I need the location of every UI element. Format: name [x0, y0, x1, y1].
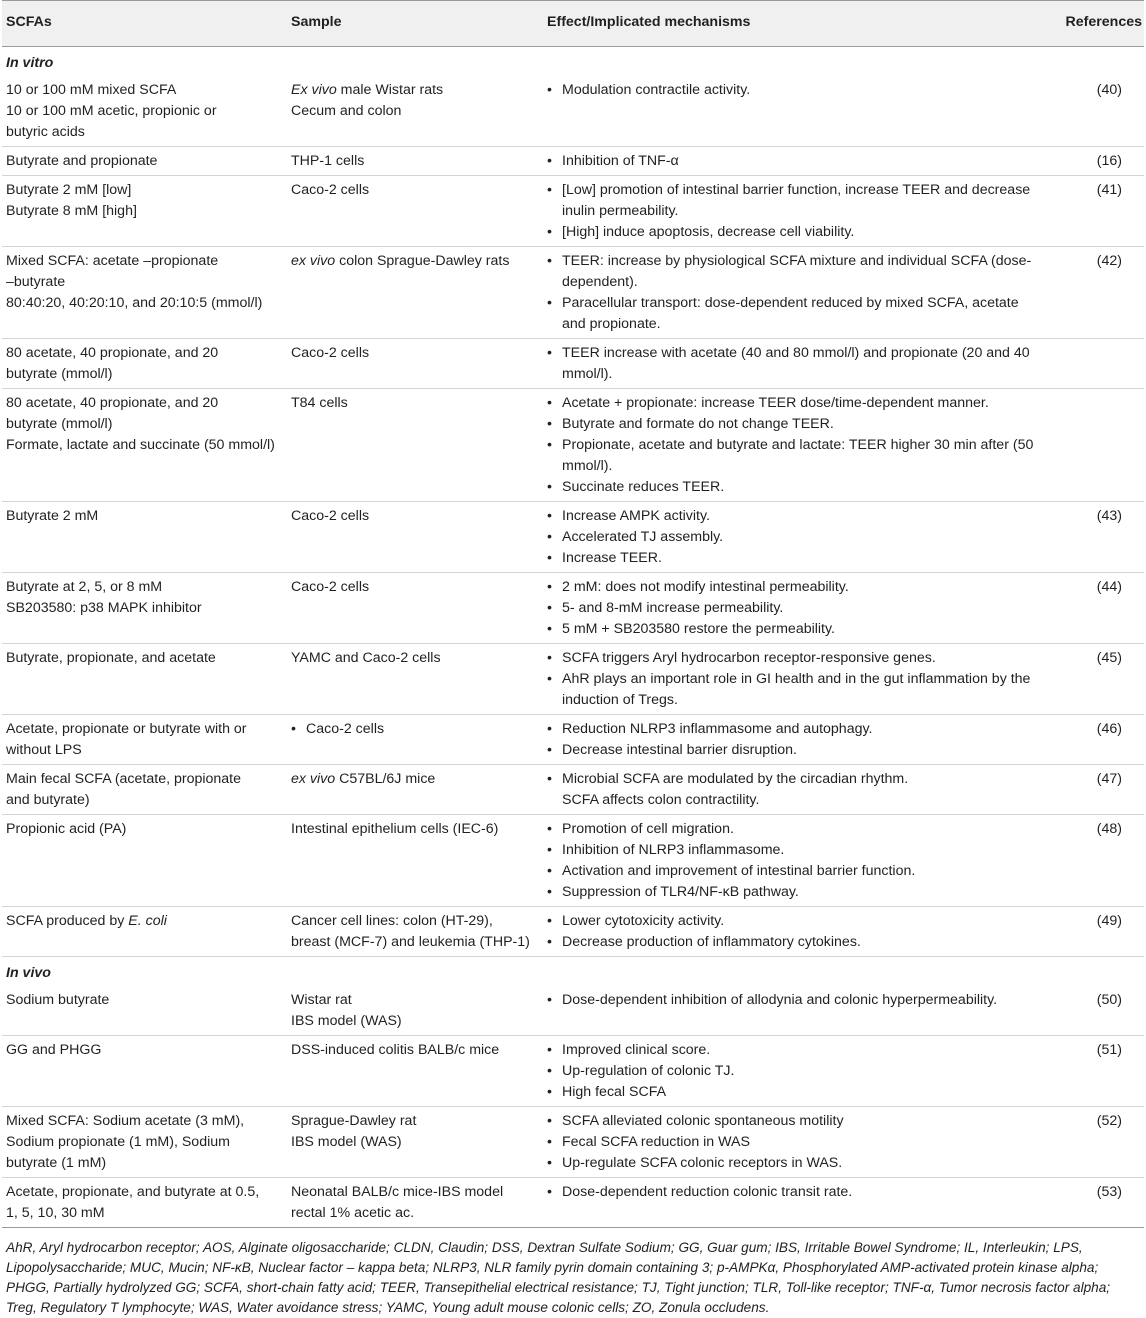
scfa-cell	[2, 1178, 287, 1228]
effect-bullet: • 5- and 8-mM increase permeability.	[547, 598, 1034, 619]
effect-bullet: • Improved clinical score.	[547, 1040, 1034, 1061]
table-header-row	[2, 1, 1144, 47]
effects-cell	[543, 765, 1038, 815]
scfa-line: Butyrate 2 mM	[6, 508, 99, 524]
sample-line: Neonatal BALB/c mice-IBS model	[291, 1184, 504, 1200]
scfa-line: Sodium propionate (1 mM), Sodium	[6, 1134, 230, 1150]
sample-cell	[287, 986, 543, 1036]
effects-cell	[543, 815, 1038, 907]
sample-text: C57BL/6J mice	[335, 771, 436, 787]
sample-cell	[287, 815, 543, 907]
effect-bullet: • Dose-dependent inhibition of allodynia and colonic hyperpermeability.	[547, 990, 1034, 1011]
scfa-line: butyric acids	[6, 124, 85, 140]
scfa-line: Butyrate, propionate, and acetate	[6, 650, 216, 666]
sample-cell	[287, 76, 543, 147]
effects-cell	[543, 147, 1038, 176]
sample-cell	[287, 502, 543, 573]
scfa-line: 10 or 100 mM mixed SCFA	[6, 82, 177, 98]
scfa-cell	[2, 389, 287, 502]
scfa-organism: E. coli	[128, 913, 167, 929]
scfa-cell	[2, 1036, 287, 1107]
reference-cell: (44)	[1038, 573, 1144, 644]
scfa-cell	[2, 986, 287, 1036]
table-row	[2, 339, 1144, 389]
scfa-line: Mixed SCFA: acetate –propionate	[6, 253, 219, 269]
effect-bullet: • Propionate, acetate and butyrate and lactate: TEER higher 30 min after (50 mmol/l).	[547, 435, 1034, 477]
sample-italic: ex vivo	[291, 771, 336, 787]
effect-bullet: • Promotion of cell migration.	[547, 819, 1034, 840]
sample-italic: ex vivo	[291, 253, 336, 269]
scfa-line: 1, 5, 10, 30 mM	[6, 1205, 105, 1221]
sample-bullet: • Caco-2 cells	[291, 719, 539, 740]
effects-cell	[543, 339, 1038, 389]
table-row	[2, 502, 1144, 573]
scfa-line: Butyrate at 2, 5, or 8 mM	[6, 579, 163, 595]
table-row	[2, 176, 1144, 247]
scfa-line: and butyrate)	[6, 792, 90, 808]
effects-cell	[543, 986, 1038, 1036]
scfa-line: Acetate, propionate, and butyrate at 0.5,	[6, 1184, 260, 1200]
effect-bullet: • Inhibition of TNF-α	[547, 151, 1034, 172]
sample-cell	[287, 147, 543, 176]
sample-italic: Ex vivo	[291, 82, 337, 98]
effect-bullet: • Microbial SCFA are modulated by the circadian rhythm.	[547, 769, 1034, 790]
scfa-line: Main fecal SCFA (acetate, propionate	[6, 771, 242, 787]
scfa-line: Mixed SCFA: Sodium acetate (3 mM),	[6, 1113, 245, 1129]
table-row	[2, 573, 1144, 644]
scfa-line: Sodium butyrate	[6, 992, 110, 1008]
scfa-cell	[2, 1107, 287, 1178]
header-references: References	[1038, 1, 1144, 47]
effect-bullet: • Fecal SCFA reduction in WAS	[547, 1132, 1034, 1153]
effect-bullet: • [Low] promotion of intestinal barrier function, increase TEER and decrease inulin permeability.	[547, 180, 1034, 222]
reference-cell: (45)	[1038, 644, 1144, 715]
sample-cell	[287, 247, 543, 339]
effects-cell	[543, 76, 1038, 147]
scfa-line: butyrate (mmol/l)	[6, 416, 113, 432]
sample-line: Cecum and colon	[291, 103, 402, 119]
sample-cell	[287, 389, 543, 502]
sample-cell	[287, 1107, 543, 1178]
effect-bullet: • Reduction NLRP3 inflammasome and autophagy.	[547, 719, 1034, 740]
effect-continuation: SCFA affects colon contractility.	[562, 792, 760, 808]
reference-cell	[1038, 339, 1144, 389]
scfa-line: GG and PHGG	[6, 1042, 102, 1058]
scfa-cell	[2, 502, 287, 573]
reference-cell: (52)	[1038, 1107, 1144, 1178]
sample-line: IBS model (WAS)	[291, 1134, 402, 1150]
table-row	[2, 907, 1144, 957]
reference-cell: (50)	[1038, 986, 1144, 1036]
effect-bullet: • High fecal SCFA	[547, 1082, 1034, 1103]
scfa-line: Formate, lactate and succinate (50 mmol/l)	[6, 437, 275, 453]
effect-bullet: • Succinate reduces TEER.	[547, 477, 1034, 498]
effect-bullet: • Modulation contractile activity.	[547, 80, 1034, 101]
effect-bullet: • Inhibition of NLRP3 inflammasome.	[547, 840, 1034, 861]
effect-bullet: • SCFA triggers Aryl hydrocarbon receptor-responsive genes.	[547, 648, 1034, 669]
effects-cell	[543, 573, 1038, 644]
scfa-cell	[2, 907, 287, 957]
effects-cell	[543, 1107, 1038, 1178]
table-row	[2, 76, 1144, 147]
scfa-line: SB203580: p38 MAPK inhibitor	[6, 600, 202, 616]
table-row	[2, 644, 1144, 715]
effect-bullet: • 5 mM + SB203580 restore the permeability.	[547, 619, 1034, 640]
sample-line: Caco-2 cells	[291, 345, 370, 361]
effects-cell	[543, 389, 1038, 502]
effect-bullet: • Up-regulate SCFA colonic receptors in WAS.	[547, 1153, 1034, 1174]
reference-cell: (43)	[1038, 502, 1144, 573]
sample-line: DSS-induced colitis BALB/c mice	[291, 1042, 500, 1058]
reference-cell: (46)	[1038, 715, 1144, 765]
effect-bullet: • Increase TEER.	[547, 548, 1034, 569]
effect-bullet: • Decrease production of inflammatory cytokines.	[547, 932, 1034, 953]
reference-cell: (51)	[1038, 1036, 1144, 1107]
effect-bullet: • Suppression of TLR4/NF-κB pathway.	[547, 882, 1034, 903]
effects-cell	[543, 176, 1038, 247]
effects-cell	[543, 247, 1038, 339]
scfa-line: Butyrate 8 mM [high]	[6, 203, 137, 219]
scfa-line: Butyrate and propionate	[6, 153, 158, 169]
effect-bullet: • Butyrate and formate do not change TEER.	[547, 414, 1034, 435]
table-row	[2, 715, 1144, 765]
reference-cell: (49)	[1038, 907, 1144, 957]
scfa-line: –butyrate	[6, 274, 66, 290]
sample-line: Sprague-Dawley rat	[291, 1113, 417, 1129]
table-row	[2, 765, 1144, 815]
sample-line: rectal 1% acetic ac.	[291, 1205, 415, 1221]
sample-cell	[287, 176, 543, 247]
effects-cell	[543, 644, 1038, 715]
table-row	[2, 389, 1144, 502]
sample-line: Intestinal epithelium cells (IEC-6)	[291, 821, 499, 837]
scfa-cell	[2, 339, 287, 389]
effects-cell	[543, 1178, 1038, 1228]
sample-line	[291, 251, 539, 272]
table-row	[2, 247, 1144, 339]
scfa-table	[2, 0, 1144, 1228]
header-sample: Sample	[287, 1, 543, 47]
sample-cell	[287, 339, 543, 389]
scfa-line	[6, 911, 283, 932]
scfa-cell	[2, 765, 287, 815]
scfa-line: butyrate (1 mM)	[6, 1155, 107, 1171]
reference-cell: (40)	[1038, 76, 1144, 147]
scfa-cell	[2, 644, 287, 715]
scfa-text: SCFA produced by	[6, 913, 129, 929]
sample-cell	[287, 907, 543, 957]
sample-cell	[287, 644, 543, 715]
effects-cell	[543, 907, 1038, 957]
sample-line	[291, 80, 539, 101]
scfa-line: without LPS	[6, 742, 82, 758]
reference-cell: (16)	[1038, 147, 1144, 176]
sample-cell	[287, 1178, 543, 1228]
effects-cell	[543, 502, 1038, 573]
reference-cell: (48)	[1038, 815, 1144, 907]
sample-text: male Wistar rats	[336, 82, 444, 98]
sample-line	[291, 769, 539, 790]
table-row	[2, 1178, 1144, 1228]
effect-bullet: • Lower cytotoxicity activity.	[547, 911, 1034, 932]
reference-cell: (41)	[1038, 176, 1144, 247]
effect-bullet: • Accelerated TJ assembly.	[547, 527, 1034, 548]
effects-cell	[543, 715, 1038, 765]
scfa-line: 80 acetate, 40 propionate, and 20	[6, 345, 219, 361]
effects-cell	[543, 1036, 1038, 1107]
effect-bullet: • [High] induce apoptosis, decrease cell viability.	[547, 222, 1034, 243]
section-in-vivo	[2, 957, 1144, 987]
sample-line: T84 cells	[291, 395, 348, 411]
sample-line: Caco-2 cells	[291, 579, 370, 595]
sample-line: Caco-2 cells	[291, 508, 370, 524]
effect-bullet: • Acetate + propionate: increase TEER dose/time-dependent manner.	[547, 393, 1034, 414]
sample-line: breast (MCF-7) and leukemia (THP-1)	[291, 934, 530, 950]
sample-line: Caco-2 cells	[291, 182, 370, 198]
reference-cell: (47)	[1038, 765, 1144, 815]
scfa-line: Acetate, propionate or butyrate with or	[6, 721, 247, 737]
scfa-cell	[2, 147, 287, 176]
scfa-cell	[2, 715, 287, 765]
effect-bullet: • Up-regulation of colonic TJ.	[547, 1061, 1034, 1082]
table-row	[2, 815, 1144, 907]
sample-cell	[287, 1036, 543, 1107]
reference-cell: (42)	[1038, 247, 1144, 339]
effect-bullet: • TEER increase with acetate (40 and 80 mmol/l) and propionate (20 and 40 mmol/l).	[547, 343, 1034, 385]
section-label: In vivo	[6, 965, 51, 981]
sample-line: IBS model (WAS)	[291, 1013, 402, 1029]
effect-bullet: • Activation and improvement of intestinal barrier function.	[547, 861, 1034, 882]
table-row	[2, 1107, 1144, 1178]
scfa-cell	[2, 573, 287, 644]
section-label: In vitro	[6, 55, 54, 71]
effect-bullet: • 2 mM: does not modify intestinal permeability.	[547, 577, 1034, 598]
scfa-line: butyrate (mmol/l)	[6, 366, 113, 382]
reference-cell: (53)	[1038, 1178, 1144, 1228]
sample-cell	[287, 765, 543, 815]
effect-bullet: • SCFA alleviated colonic spontaneous motility	[547, 1111, 1034, 1132]
sample-cell	[287, 715, 543, 765]
table-footnote: AhR, Aryl hydrocarbon receptor; AOS, Alginate oligosaccharide; CLDN, Claudin; DSS, Dextran Sulfate Sodium; GG, Guar gum; IBS, Irritable Bowel Syndrome; IL, Interleukin; LPS, Lipopolysaccharide; MUC, Mucin; NF-κB, Nuclear factor – kappa beta; NLRP3, NLR family pyrin domain containing 3; p-AMPKα, Phosphorylated AMP-activated protein kinase alpha; PHGG, Partially hydrolyzed GG; SCFA, short-chain fatty acid; TEER, Transepithelial electrical resistance; TJ, Tight junction; TLR, Toll-like receptor; TNF-α, Tumor necrosis factor alpha; Treg, Regulatory T lymphocyte; WAS, Water avoidance stress; YAMC, Young adult mouse colonic cells; ZO, Zonula occludens.	[6, 1240, 1111, 1315]
header-scfas: SCFAs	[2, 1, 287, 47]
reference-cell	[1038, 389, 1144, 502]
sample-line: Cancer cell lines: colon (HT-29),	[291, 913, 493, 929]
scfa-line: 80:40:20, 40:20:10, and 20:10:5 (mmol/l)	[6, 295, 263, 311]
scfa-line: 80 acetate, 40 propionate, and 20	[6, 395, 219, 411]
sample-line: YAMC and Caco-2 cells	[291, 650, 441, 666]
scfa-cell	[2, 815, 287, 907]
sample-line: Wistar rat	[291, 992, 352, 1008]
header-effect: Effect/Implicated mechanisms	[543, 1, 1038, 47]
sample-line: THP-1 cells	[291, 153, 365, 169]
table-row	[2, 986, 1144, 1036]
scfa-line: Propionic acid (PA)	[6, 821, 127, 837]
scfa-cell	[2, 247, 287, 339]
scfa-cell	[2, 76, 287, 147]
sample-text: colon Sprague-Dawley rats	[335, 253, 510, 269]
scfa-line: 10 or 100 mM acetic, propionic or	[6, 103, 217, 119]
effect-bullet: • Dose-dependent reduction colonic transit rate.	[547, 1182, 1034, 1203]
section-in-vitro	[2, 47, 1144, 77]
sample-cell	[287, 573, 543, 644]
table-row	[2, 147, 1144, 176]
table-row	[2, 1036, 1144, 1107]
effect-bullet: • Decrease intestinal barrier disruption.	[547, 740, 1034, 761]
effect-bullet: • Paracellular transport: dose-dependent reduced by mixed SCFA, acetate and propionate.	[547, 293, 1034, 335]
scfa-cell	[2, 176, 287, 247]
effect-bullet: • Increase AMPK activity.	[547, 506, 1034, 527]
scfa-line: Butyrate 2 mM [low]	[6, 182, 132, 198]
effect-bullet: • TEER: increase by physiological SCFA mixture and individual SCFA (dose-dependent).	[547, 251, 1034, 293]
effect-bullet: • AhR plays an important role in GI health and in the gut inflammation by the induction of Tregs.	[547, 669, 1034, 711]
